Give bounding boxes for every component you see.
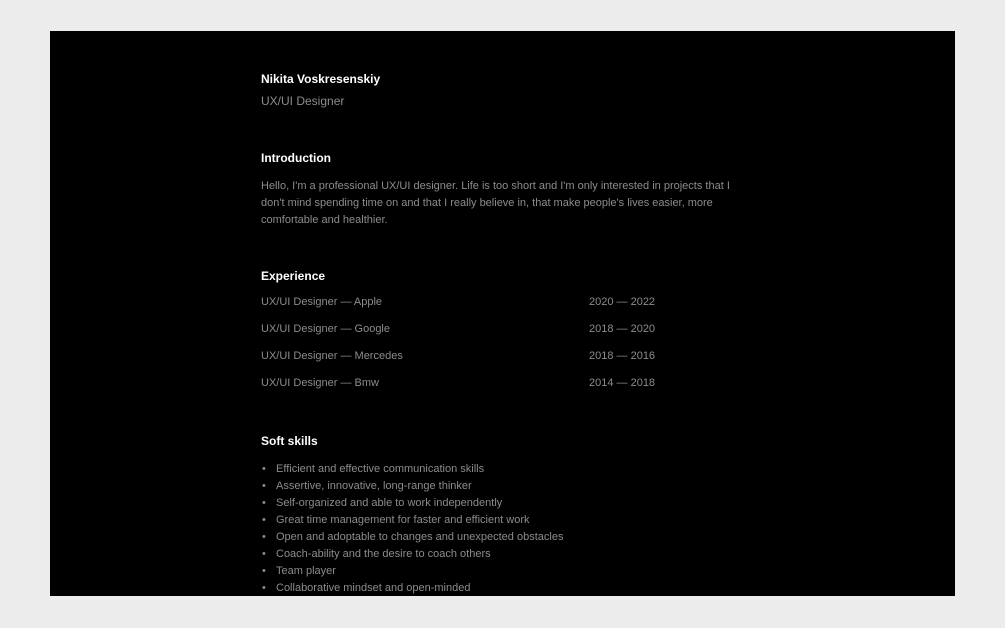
experience-years: 2020 — 2022 [589, 296, 656, 308]
list-item [261, 529, 563, 546]
skill-text: Collaborative mindset and open-minded [276, 582, 471, 594]
experience-row [261, 350, 681, 366]
experience-years: 2018 — 2020 [589, 323, 656, 335]
profile-name: Nikita Voskresenskiy [261, 72, 381, 86]
experience-years: 2018 — 2016 [589, 350, 656, 362]
bullet-icon: • [262, 548, 266, 560]
list-item [261, 580, 563, 596]
experience-title: UX/UI Designer — Mercedes [261, 350, 403, 362]
resume-frame [50, 31, 955, 596]
bullet-icon: • [262, 480, 266, 492]
experience-row [261, 296, 681, 312]
skill-text: Team player [276, 565, 336, 577]
bullet-icon: • [262, 497, 266, 509]
experience-title: UX/UI Designer — Google [261, 323, 390, 335]
list-item [261, 495, 563, 512]
bullet-icon: • [262, 463, 266, 475]
skill-text: Efficient and effective communication skills [276, 463, 485, 475]
experience-title: UX/UI Designer — Apple [261, 296, 383, 308]
introduction-heading: Introduction [261, 151, 331, 165]
skill-text: Self-organized and able to work independently [276, 497, 503, 509]
soft-skills-heading: Soft skills [261, 434, 318, 448]
bullet-icon: • [262, 582, 266, 594]
profile-role: UX/UI Designer [261, 94, 345, 108]
list-item [261, 512, 563, 529]
experience-row [261, 323, 681, 339]
introduction-text: Hello, I'm a professional UX/UI designer. Life is too short and I'm only interested in projects that I don't mind spending time on and that I really believe in, that make people's lives easier, more comfortable and healthier. [261, 180, 730, 226]
bullet-icon: • [262, 531, 266, 543]
skill-text: Assertive, innovative, long-range thinker [276, 480, 472, 492]
experience-title: UX/UI Designer — Bmw [261, 377, 379, 389]
list-item [261, 546, 563, 563]
experience-heading: Experience [261, 269, 326, 283]
experience-row [261, 377, 681, 393]
bullet-icon: • [262, 514, 266, 526]
skill-text: Coach-ability and the desire to coach others [276, 548, 491, 560]
list-item [261, 478, 563, 495]
bullet-icon: • [262, 565, 266, 577]
soft-skills-list [261, 461, 563, 596]
experience-years: 2014 — 2018 [589, 377, 656, 389]
skill-text: Great time management for faster and efficient work [276, 514, 530, 526]
list-item [261, 461, 563, 478]
list-item [261, 563, 563, 580]
skill-text: Open and adoptable to changes and unexpected obstacles [276, 531, 564, 543]
